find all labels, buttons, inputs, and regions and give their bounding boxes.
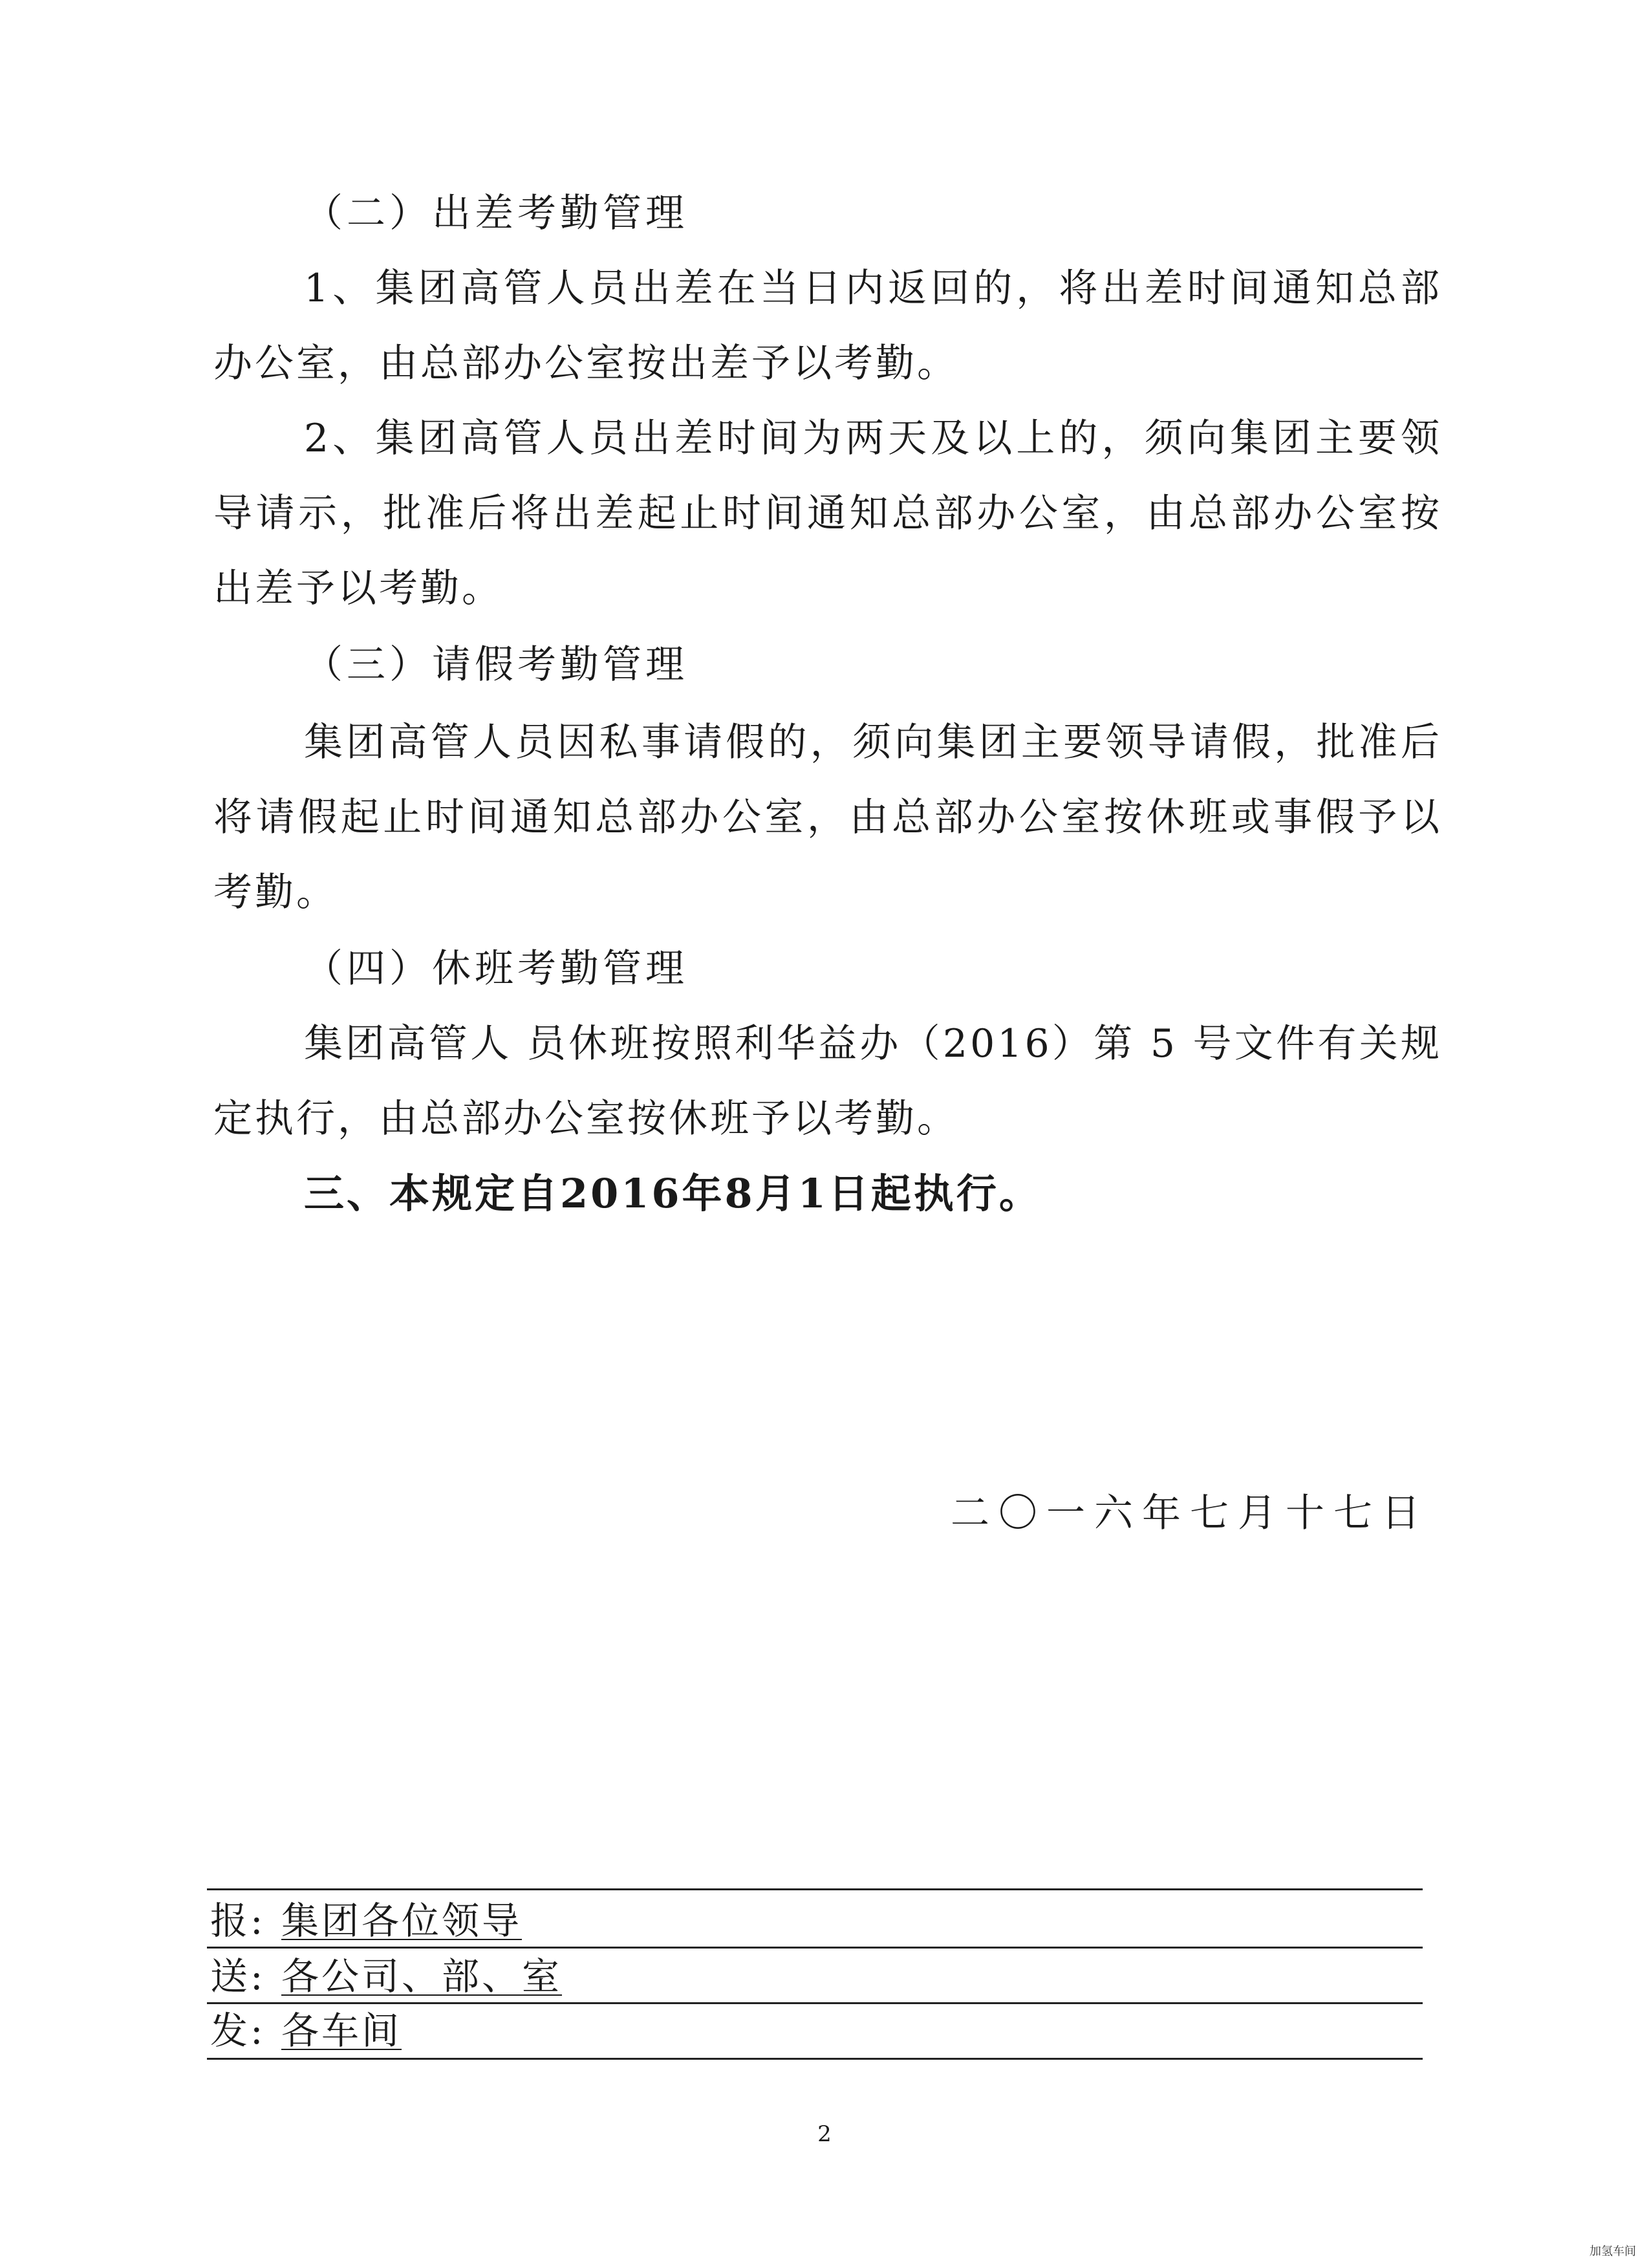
corner-watermark: 加氢车间 [1590,2245,1636,2258]
distribution-rule [207,1947,1423,1949]
section-heading-travel: （二）出差考勤管理 [304,191,688,236]
distribution-bottom-rule [207,2058,1423,2060]
distribution-label: 发: [210,2009,266,2053]
distribution-row-send [210,1950,562,2002]
section-heading-leave: （三）请假考勤管理 [304,642,688,687]
distribution-label: 送: [210,1954,266,1998]
distribution-value: 各公司、部、室 [281,1954,563,1998]
distribution-label: 报: [210,1899,266,1943]
travel-item-2: 2、集团高管人员出差时间为两天及以上的，须向集团主要领导请示，批准后将出差起止时间通知总部办公室，由总部办公室按出差予以考勤。 [213,416,1442,611]
travel-item-1: 1、集团高管人员出差在当日内返回的，将出差时间通知总部办公室，由总部办公室按出差予以考勤。 [213,266,1442,386]
section-heading-rest: （四）休班考勤管理 [304,946,688,991]
leave-body: 集团高管人员因私事请假的，须向集团主要领导请假，批准后将请假起止时间通知总部办公室，由总部办公室按休班或事假予以考勤。 [213,720,1442,915]
effective-date-clause: 三、本规定自2016年8月1日起执行。 [304,1170,1042,1217]
distribution-row-report [210,1895,522,1947]
page-number: 2 [817,2121,832,2147]
issue-date: 二〇一六年七月十七日 [951,1491,1429,1536]
distribution-top-rule [207,1888,1423,1890]
rest-body: 集团高管人 员休班按照利华益办（2016）第 5 号文件有关规定执行，由总部办公室按休班予以考勤。 [213,1021,1442,1141]
distribution-row-issue [210,2005,402,2057]
distribution-value: 集团各位领导 [281,1899,523,1943]
distribution-value: 各车间 [281,2009,402,2053]
distribution-rule [207,2002,1423,2004]
